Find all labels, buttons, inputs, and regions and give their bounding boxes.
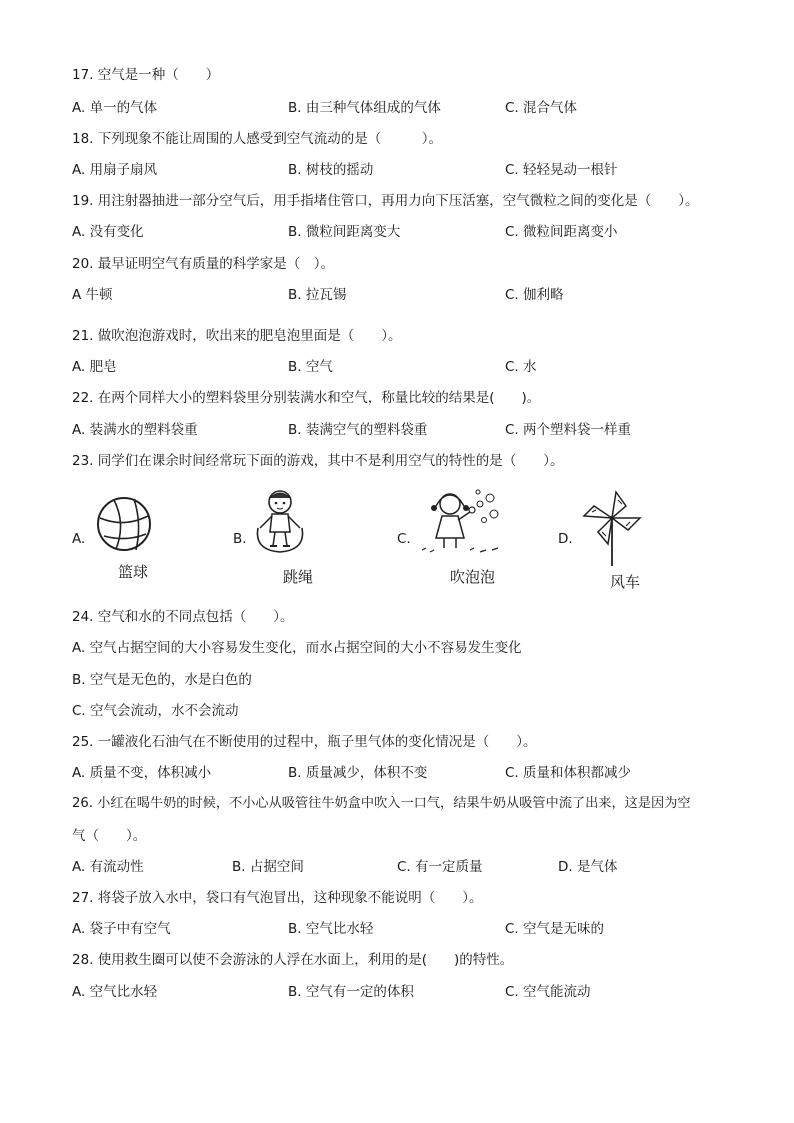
q25-option-a[interactable]: A. 质量不变，体积减小 — [72, 765, 212, 781]
q26-option-b[interactable]: B. 占据空间 — [232, 859, 304, 875]
question-26-stem-line2: 气（ ）。 — [72, 828, 147, 844]
pinwheel-icon — [582, 488, 652, 568]
question-27-stem: 27. 将袋子放入水中，袋口有气泡冒出，这种现象不能说明（ ）。 — [72, 890, 483, 906]
q23-option-b-letter[interactable]: B. — [233, 531, 247, 547]
q23-caption-pinwheel: 风车 — [610, 573, 641, 591]
q19-option-b[interactable]: B. 微粒间距离变大 — [288, 224, 401, 240]
q20-option-c[interactable]: C. 伽利略 — [505, 287, 564, 303]
question-18-stem: 18. 下列现象不能让周围的人感受到空气流动的是（ ）。 — [72, 131, 443, 147]
bubble-blowing-child-icon — [420, 488, 504, 558]
question-24-stem: 24. 空气和水的不同点包括（ ）。 — [72, 609, 294, 625]
q24-option-a[interactable]: A. 空气占据空间的大小容易发生变化，而水占据空间的大小不容易发生变化 — [72, 640, 522, 656]
q27-option-a[interactable]: A. 袋子中有空气 — [72, 921, 171, 937]
q24-option-c[interactable]: C. 空气会流动，水不会流动 — [72, 703, 239, 719]
q22-option-b[interactable]: B. 装满空气的塑料袋重 — [288, 422, 428, 438]
q23-option-a-letter[interactable]: A. — [72, 531, 86, 547]
q20-option-a[interactable]: A 牛顿 — [72, 287, 113, 303]
q28-option-b[interactable]: B. 空气有一定的体积 — [288, 984, 414, 1000]
q26-option-a[interactable]: A. 有流动性 — [72, 859, 144, 875]
q18-option-c[interactable]: C. 轻轻晃动一根针 — [505, 162, 618, 178]
question-28-stem: 28. 使用救生圈可以使不会游泳的人浮在水面上，利用的是( )的特性。 — [72, 952, 514, 968]
q23-caption-basketball: 篮球 — [118, 563, 149, 581]
q21-option-a[interactable]: A. 肥皂 — [72, 359, 117, 375]
q17-option-c[interactable]: C. 混合气体 — [505, 100, 578, 116]
q17-option-a[interactable]: A. 单一的气体 — [72, 100, 158, 116]
q23-option-c-letter[interactable]: C. — [397, 531, 411, 547]
question-17-stem: 17. 空气是一种（ ） — [72, 67, 220, 83]
q17-option-b[interactable]: B. 由三种气体组成的气体 — [288, 100, 441, 116]
q23-caption-bubbles: 吹泡泡 — [450, 568, 496, 586]
question-22-stem: 22. 在两个同样大小的塑料袋里分别装满水和空气，称量比较的结果是( )。 — [72, 390, 541, 406]
q26-option-d[interactable]: D. 是气体 — [558, 859, 618, 875]
q19-option-a[interactable]: A. 没有变化 — [72, 224, 144, 240]
q24-option-b[interactable]: B. 空气是无色的，水是白色的 — [72, 672, 252, 688]
q27-option-c[interactable]: C. 空气是无味的 — [505, 921, 605, 937]
q28-option-a[interactable]: A. 空气比水轻 — [72, 984, 158, 1000]
basketball-icon — [96, 496, 156, 556]
question-21-stem: 21. 做吹泡泡游戏时，吹出来的肥皂泡里面是（ ）。 — [72, 328, 402, 344]
question-19-stem: 19. 用注射器抽进一部分空气后，用手指堵住管口，再用力向下压活塞，空气微粒之间的变化是（ ）。 — [72, 193, 699, 209]
question-25-stem: 25. 一罐液化石油气在不断使用的过程中，瓶子里气体的变化情况是（ ）。 — [72, 734, 537, 750]
q27-option-b[interactable]: B. 空气比水轻 — [288, 921, 374, 937]
question-20-stem: 20. 最早证明空气有质量的科学家是（ ）。 — [72, 256, 335, 272]
q18-option-a[interactable]: A. 用扇子扇风 — [72, 162, 158, 178]
q26-option-c[interactable]: C. 有一定质量 — [397, 859, 483, 875]
q23-caption-jump-rope: 跳绳 — [283, 568, 314, 586]
q21-option-c[interactable]: C. 水 — [505, 359, 537, 375]
q28-option-c[interactable]: C. 空气能流动 — [505, 984, 591, 1000]
q20-option-b[interactable]: B. 拉瓦锡 — [288, 287, 347, 303]
q23-option-d-letter[interactable]: D. — [558, 531, 573, 547]
q25-option-b[interactable]: B. 质量减少，体积不变 — [288, 765, 428, 781]
jump-rope-child-icon — [250, 488, 310, 558]
q19-option-c[interactable]: C. 微粒间距离变小 — [505, 224, 618, 240]
q25-option-c[interactable]: C. 质量和体积都减少 — [505, 765, 632, 781]
question-23-stem: 23. 同学们在课余时间经常玩下面的游戏，其中不是利用空气的特性的是（ ）。 — [72, 453, 564, 469]
q22-option-c[interactable]: C. 两个塑料袋一样重 — [505, 422, 632, 438]
q22-option-a[interactable]: A. 装满水的塑料袋重 — [72, 422, 198, 438]
q18-option-b[interactable]: B. 树枝的摇动 — [288, 162, 374, 178]
q21-option-b[interactable]: B. 空气 — [288, 359, 333, 375]
question-26-stem-line1: 26. 小红在喝牛奶的时候，不小心从吸管往牛奶盒中吹入一口气，结果牛奶从吸管中流了出来，这是因为空 — [72, 796, 691, 811]
